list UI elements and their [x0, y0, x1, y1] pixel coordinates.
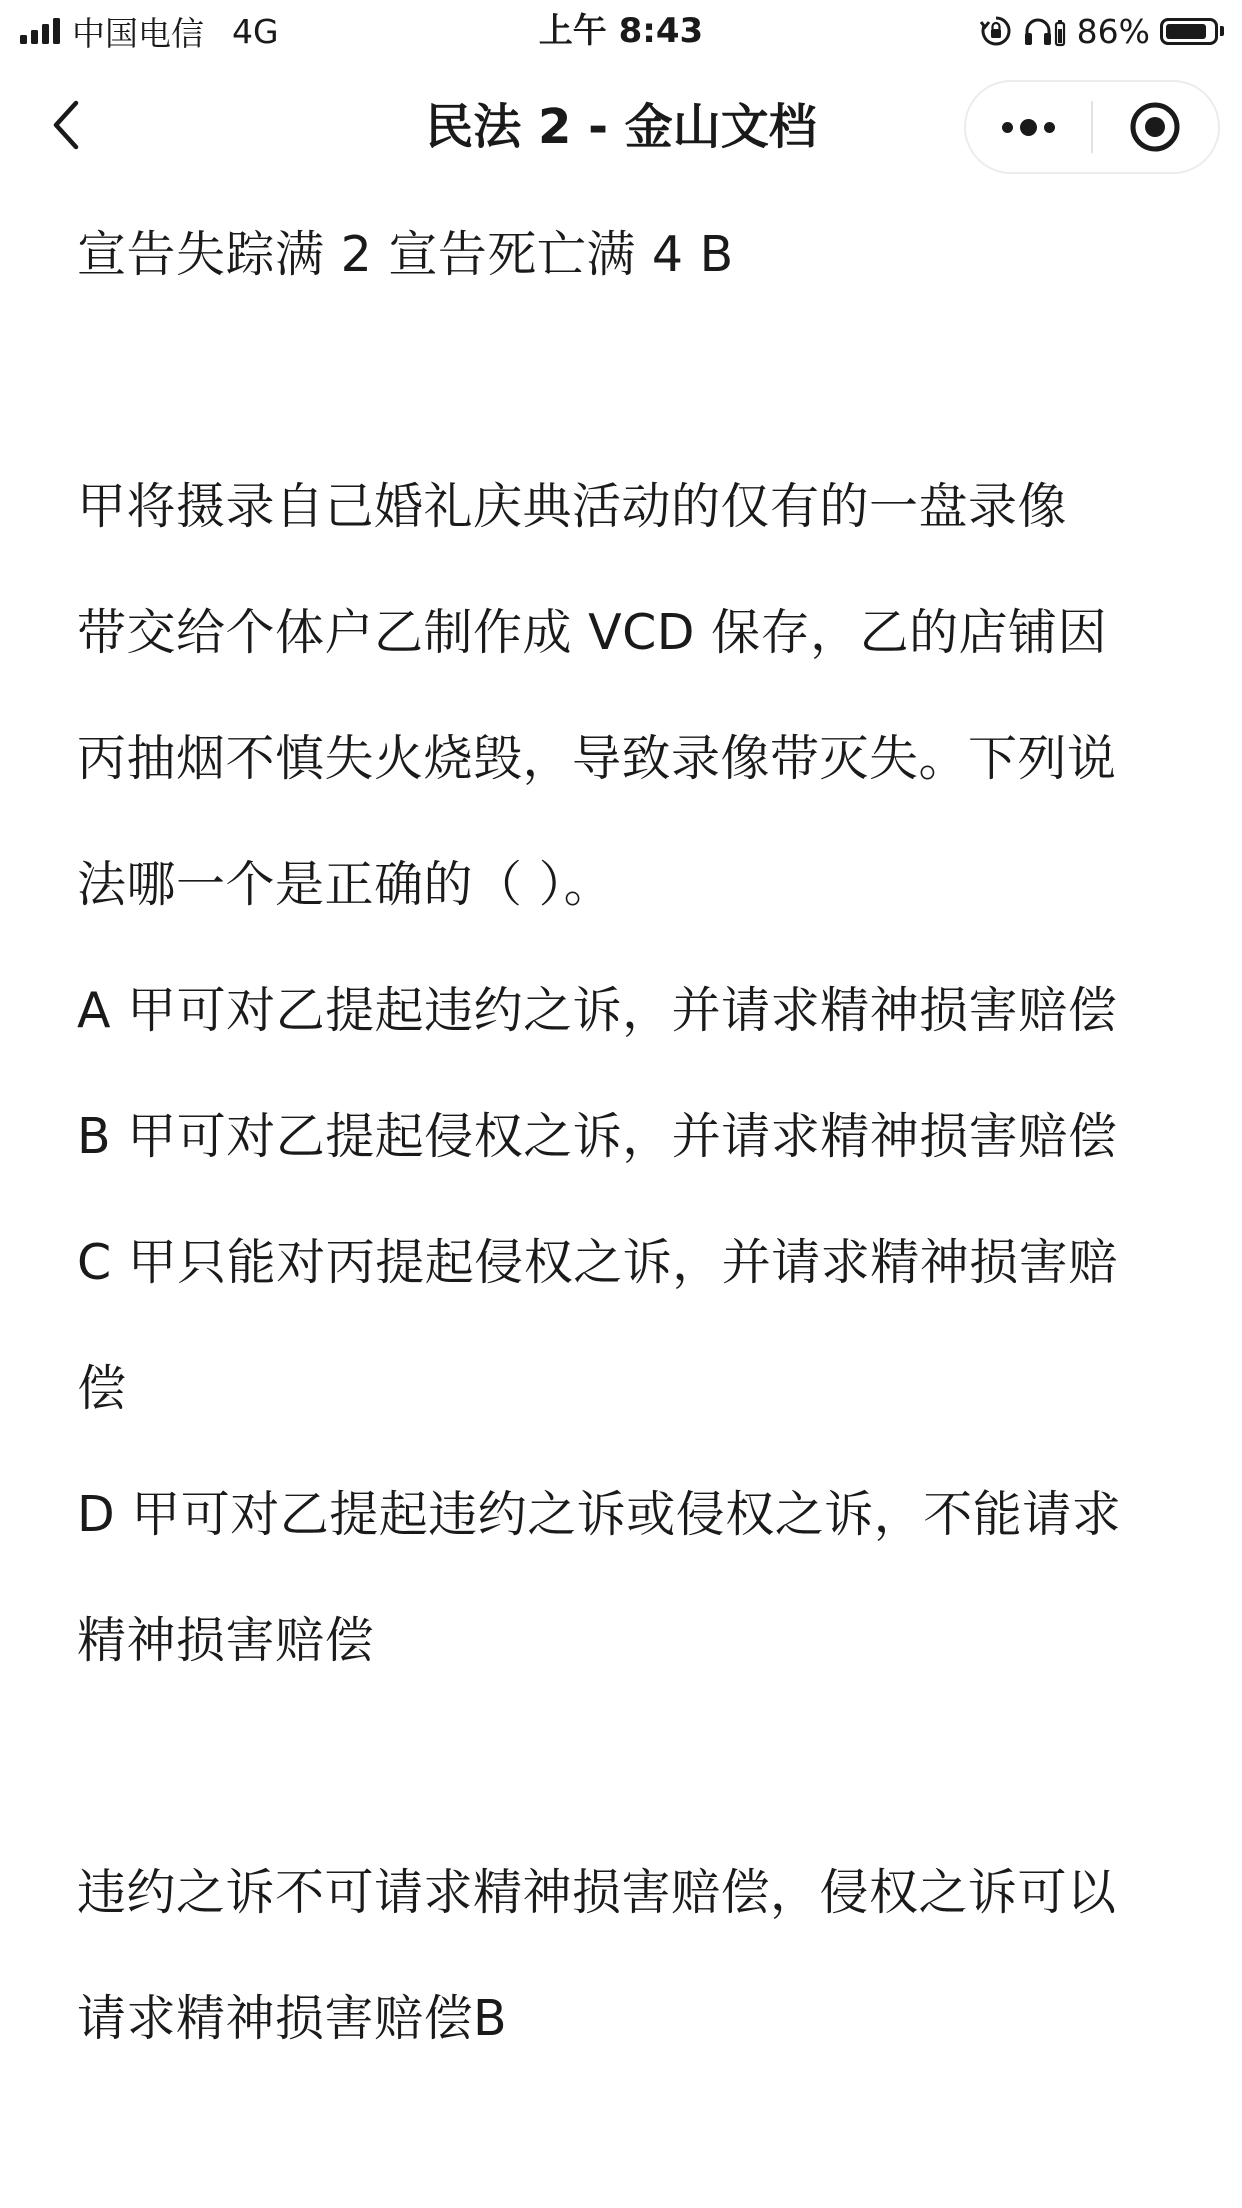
text-line: 法哪一个是正确的（ ）。 — [77, 856, 614, 913]
option-line: A 甲可对乙提起违约之诉，并请求精神损害赔偿 — [77, 982, 1118, 1039]
options-list — [77, 948, 1177, 1704]
close-button[interactable] — [1093, 82, 1218, 172]
text-line: 请求精神损害赔偿B — [77, 1990, 508, 2047]
text-line: 丙抽烟不慎失火烧毁，导致录像带灭失。下列说 — [77, 730, 1117, 787]
mini-program-capsule — [964, 80, 1220, 174]
option-line: 精神损害赔偿 — [77, 1612, 375, 1669]
text-line: 甲将摄录自己婚礼庆典活动的仅有的一盘录像 — [77, 478, 1068, 535]
more-button[interactable] — [966, 82, 1091, 172]
document-content — [77, 192, 1177, 2082]
headphones-icon — [1023, 14, 1067, 48]
question-paragraph — [77, 444, 1177, 948]
nav-bar — [0, 62, 1242, 192]
text-line: 带交给个体户乙制作成 VCD 保存，乙的店铺因 — [77, 604, 1108, 661]
option-line: C 甲只能对丙提起侵权之诉，并请求精神损害赔 — [77, 1234, 1118, 1291]
answer-paragraph — [77, 1830, 1177, 2082]
status-time: 上午 8:43 — [538, 11, 704, 51]
option-line: 偿 — [77, 1360, 127, 1417]
status-right — [979, 10, 1224, 52]
option-line: B 甲可对乙提起侵权之诉，并请求精神损害赔偿 — [77, 1108, 1118, 1165]
status-bar — [0, 0, 1242, 62]
option-line: D 甲可对乙提起违约之诉或侵权之诉，不能请求 — [77, 1486, 1122, 1543]
carrier-label: 中国电信 — [72, 13, 204, 53]
rotation-lock-icon — [979, 14, 1013, 48]
target-close-icon — [1128, 100, 1182, 154]
page-title: 民法 2 - 金山文档 — [425, 99, 817, 155]
text-line: 宣告失踪满 2 宣告死亡满 4 B — [77, 226, 734, 283]
battery-percent: 86% — [1076, 11, 1150, 51]
battery-icon — [1160, 18, 1224, 45]
more-dots-icon — [1002, 119, 1055, 136]
network-label: 4G — [232, 11, 279, 51]
text-line: 违约之诉不可请求精神损害赔偿，侵权之诉可以 — [77, 1864, 1117, 1921]
